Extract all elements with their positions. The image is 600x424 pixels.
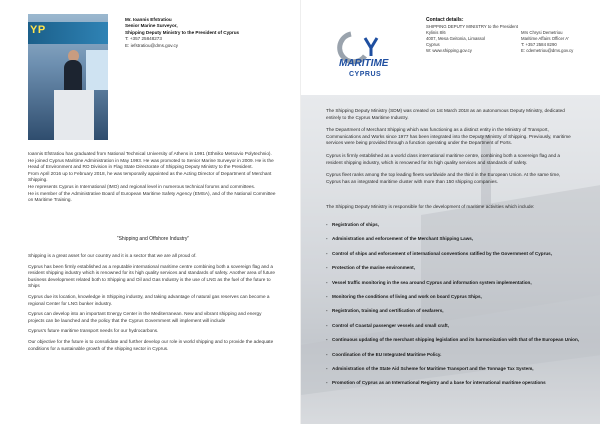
responsibility-intro: The Shipping Deputy Ministry is responsible for the development of maritime activities which include:	[326, 204, 535, 209]
intro-paragraph: The Department of Merchant Shipping which was functioning as a distinct entity in the Ministry of Transport, Communications and Works since 1977 has been integrated into the Deputy Ministry of Shipping. Previously, maritime services were being provided through a function operating under the Department of Ports.	[326, 127, 571, 146]
bio-paragraph: He represents Cyprus in International (IMO) and regional level in numerous technical forums and committees.	[28, 183, 256, 189]
duty-text: Protection of the marine environment,	[332, 265, 415, 271]
essay-paragraph: Cyprus has been firmly established as a reputable international maritime centre combining both a sovereign flag and a resident shipping industry which is renowned for its high quality services and standards of safety. Another area of future business development related both to Shipping and Oil and Gas Industry is the use of LNG as the fuel of the future to Ships	[28, 263, 275, 289]
person-tel: T: +357 25848273	[125, 36, 162, 42]
duty-item: - Protection of the marine environment,	[326, 265, 415, 271]
essay-paragraph: Cyprus can develop into an important Energy Center in the Mediterranean. New and vibrant shipping and energy projects can be launched and the policy that the Cyprus Government will implement will include	[28, 311, 262, 323]
contact-line: 4007, Mesa Geitonia, Limassol	[426, 36, 485, 41]
intro-paragraph: Cyprus is firmly established as a world class international maritime centre, combining both a sovereign flag and a resident shipping industry, which is renowned for its high quality services and standards of safety.	[326, 152, 560, 165]
duty-item: - Registration of ships,	[326, 222, 379, 227]
duty-text: Promotion of Cyprus as an International Registry and a base for international maritime operations	[332, 380, 546, 386]
contact-website[interactable]: W: www.shipping.gov.cy	[426, 48, 472, 53]
bio-paragraph: From April 2016 up to February 2018, he was temporarily appointed as the Acting Director of Department of Merchant Shipping.	[28, 170, 272, 183]
contact-line: SHIPPING DEPUTY MINISTRY to the President	[426, 24, 518, 29]
right-page	[300, 0, 600, 424]
duty-text: Registration of ships,	[332, 222, 379, 227]
duties-list	[326, 222, 581, 387]
contact-col-left	[426, 24, 521, 54]
essay-paragraph: Cyprus’s future maritime transport needs for our hydrocarbons.	[28, 328, 159, 334]
person-role: Senior Marine Surveyor,	[125, 23, 178, 29]
duty-item: - Continuous updating of the merchant shipping legislation and its harmonization with that of the European Union,	[326, 337, 580, 343]
logo-word-cyprus: CYPRUS	[349, 71, 382, 78]
duty-text: Registration, training and certification of seafarers,	[332, 308, 444, 314]
section-title: “Shipping and Offshore Industry”	[116, 236, 190, 242]
duty-item: - Administration of the State Aid Scheme for Maritime Transport and the Tonnage Tax System,	[326, 366, 534, 372]
essay-paragraph: Our objective for the future is to consolidate and further develop our role in world shipping and to provide the adequate conditions for a sustainable growth of the shipping sector in Cyprus.	[28, 338, 274, 351]
person-name: Mr. Ioannis Efstratiou	[125, 17, 172, 22]
duty-text: Continuous updating of the merchant shipping legislation and its harmonization with that of the European Union,	[332, 337, 580, 343]
contact-line: Cyprus	[426, 42, 440, 47]
sdm-intro	[326, 108, 576, 191]
bio-text	[28, 151, 278, 204]
essay-text	[28, 253, 278, 356]
duty-item: - Coordination of the EU Integrated Maritime Policy.	[326, 351, 442, 357]
contact-col-right	[521, 24, 596, 54]
photo-banner-text: YP	[30, 24, 46, 36]
contact-title: Contact details:	[426, 17, 464, 23]
duty-text: Monitoring the conditions of living and work on board Cyprus Ships,	[332, 294, 482, 300]
essay-paragraph: Cyprus due its location, knowledge in Shipping industry, and taking advantage of natural gas reserves can become a regional Center for LNG bunker industry.	[28, 293, 270, 306]
essay-paragraph: Shipping is a great asset for our country and it is a sector that we are all proud of.	[28, 253, 197, 258]
podium	[54, 90, 94, 140]
bio-paragraph: Ioannis Efstratiou has graduated from National Technical University of Athens in 1991 (Ethniko Metsovio Polytechnio). He joined Cyprus Maritime Administration in May 1993. He was promoted to Senior Marine Surveyor in 2009. He is the Head of Environment and RO Division in Flag State Directorate of Shipping Deputy Ministry to the President.	[28, 151, 274, 170]
duty-item: - Administration and enforcement of the Merchant Shipping Laws,	[326, 236, 474, 242]
duty-item: - Registration, training and certification of seafarers,	[326, 308, 444, 314]
intro-paragraph: The Shipping Deputy Ministry (SDM) was created on 1st March 2018 as an autonomous Deputy Ministry, dedicated entirely to the Cyprus Maritime Industry.	[326, 108, 565, 120]
duty-item: - Monitoring the conditions of living and work on board Cyprus Ships,	[326, 294, 482, 300]
person-email[interactable]: E: iefstratiou@dms.gov.cy	[125, 42, 179, 48]
logo-word-maritime: MARITIME	[339, 58, 389, 69]
duty-text: Administration of the State Aid Scheme for Maritime Transport and the Tonnage Tax System,	[332, 366, 534, 372]
contact-line: Kylinis 8/6	[426, 30, 446, 35]
contact-row	[426, 24, 596, 54]
duty-text: Administration and enforcement of the Merchant Shipping Laws,	[332, 236, 474, 242]
duty-text: Control of ships and enforcement of international conventions ratified by the Government of Cyprus,	[332, 250, 553, 256]
duty-item: - Control of Coastal passenger vessels and small craft,	[326, 322, 449, 328]
contact-line: Mrs Chrysi Demetriou	[521, 30, 563, 35]
duty-text: Coordination of the EU Integrated Maritime Policy.	[332, 351, 442, 357]
speaker-photo	[28, 14, 108, 140]
contact-line: Maritime Affairs Officer A'	[521, 36, 569, 41]
person-office: Shipping Deputy Ministry to the President of Cyprus	[125, 29, 240, 35]
contact-line: T: +357 2584 8290	[521, 42, 557, 47]
bio-paragraph: He is member of the Administrative Board of European Maritime Safety Agency (EMSA), and of the National Committee on Maritime Training.	[28, 190, 276, 203]
person-info	[125, 17, 295, 49]
intro-paragraph: Cyprus fleet ranks among the top leading fleets worldwide and the third in the European Union. At the same time, Cyprus has an integrated maritime cluster with more than 150 shipping companies.	[326, 172, 561, 184]
duty-item: - Vessel traffic monitoring in the sea around Cyprus and information system implementation,	[326, 279, 532, 285]
contact-email[interactable]: E: cdemetriou@dms.gov.cy	[521, 48, 574, 53]
duty-text: Vessel traffic monitoring in the sea around Cyprus and information system implementation,	[332, 279, 532, 285]
photo-screen	[86, 50, 108, 90]
duty-item: - Promotion of Cyprus as an International Registry and a base for international maritime operations	[326, 380, 546, 386]
duty-item: - Control of ships and enforcement of international conventions ratified by the Government of Cyprus,	[326, 250, 553, 256]
duty-text: Control of Coastal passenger vessels and small craft,	[332, 322, 449, 328]
cy-maritime-logo	[329, 30, 399, 80]
contact-details	[426, 17, 596, 54]
